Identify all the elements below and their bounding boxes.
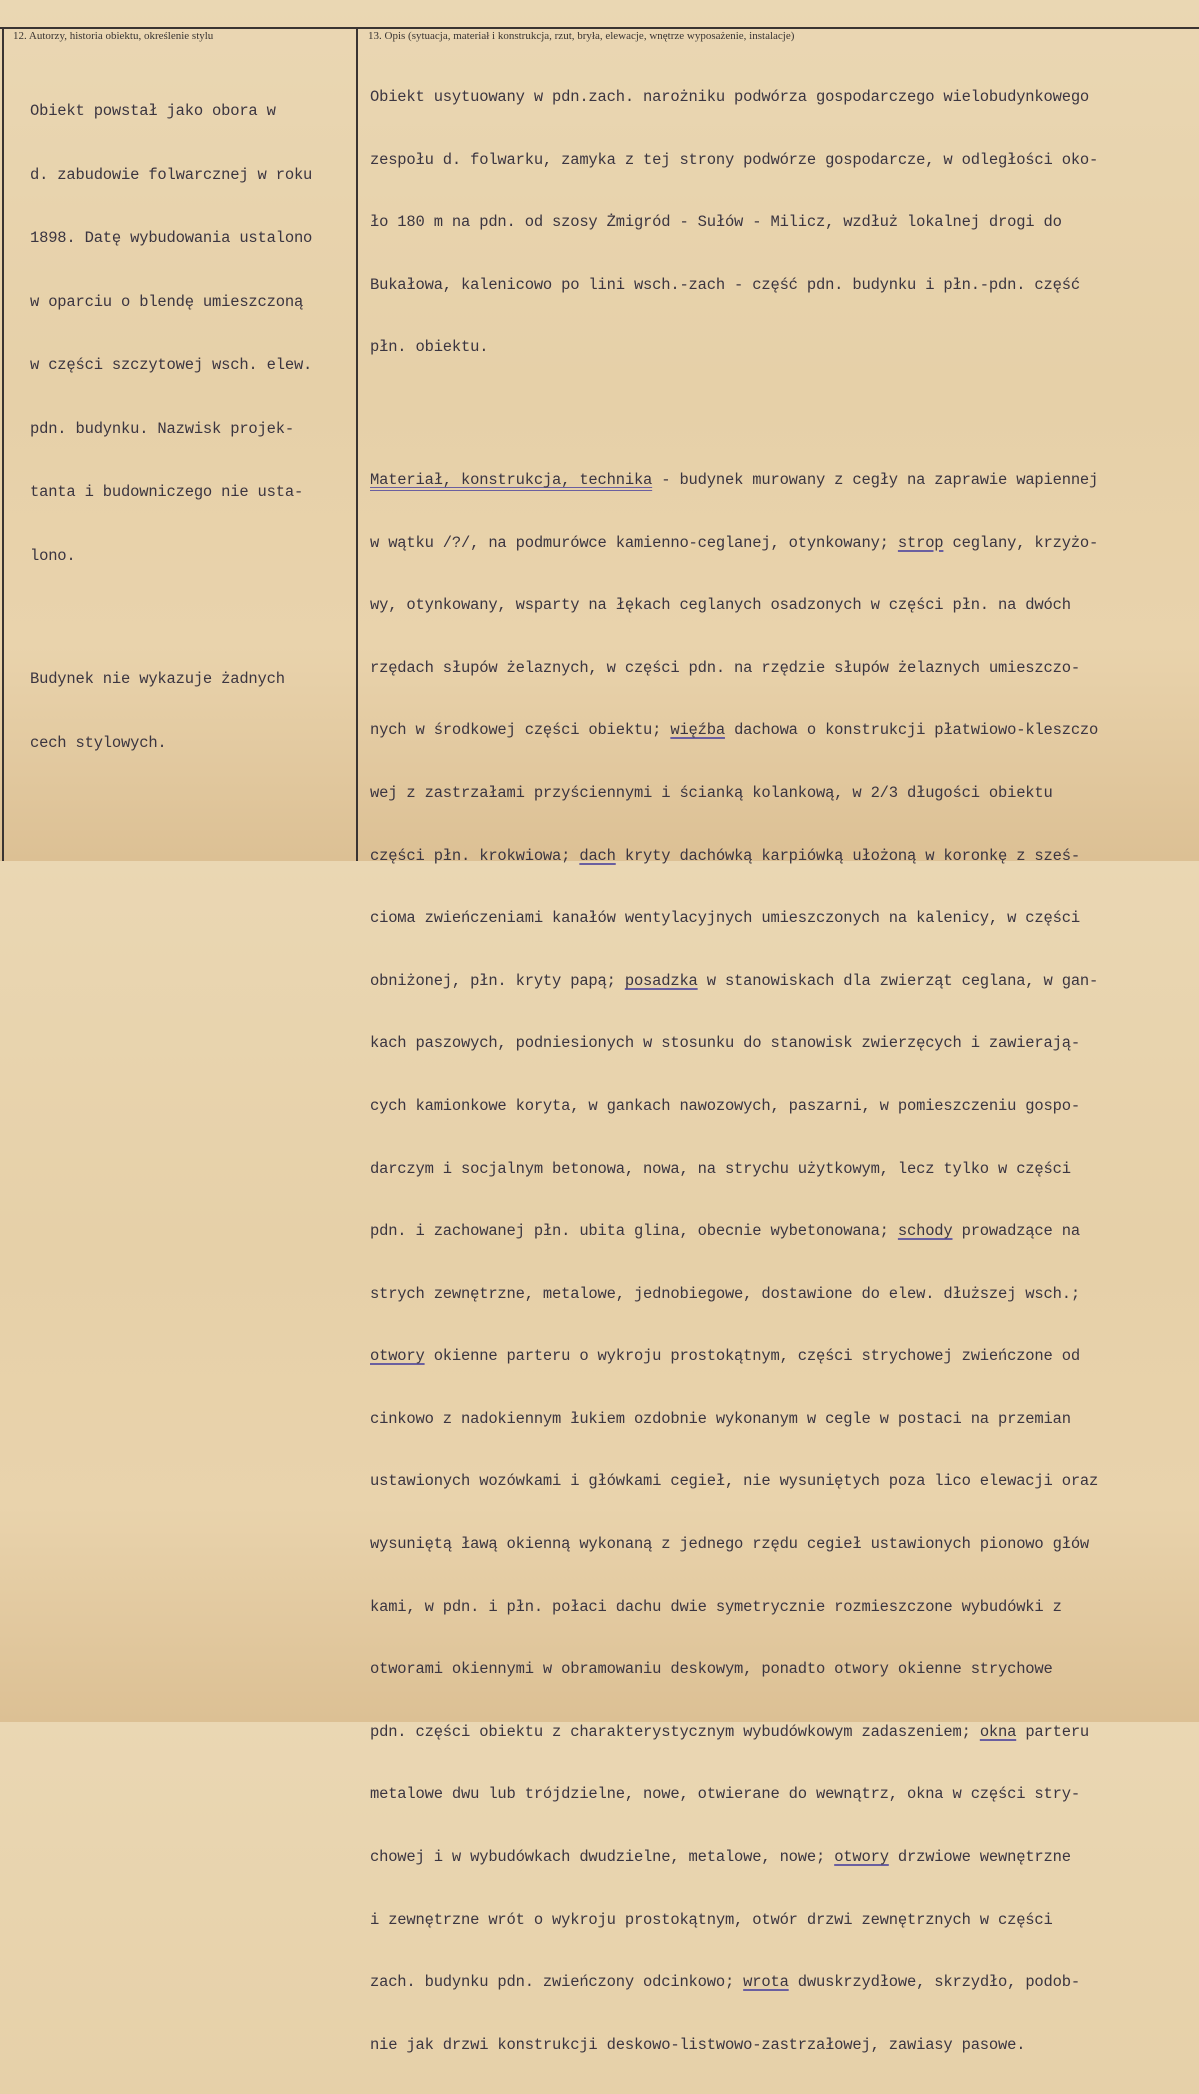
material-line: kami, w pdn. i płn. połaci dachu dwie symetrycznie rozmieszczone wybudówki z [370, 1597, 1062, 1616]
style-line: Budynek nie wykazuje żadnych [30, 670, 285, 688]
material-line: kach paszowych, podniesionych w stosunku do stanowisk zwierzęcych i zawierają- [370, 1034, 1080, 1053]
material-line: nie jak drzwi konstrukcji deskowo-listwowo-zastrzałowej, zawiasy pasowe. [370, 2035, 1026, 2054]
section-13-header: 13. Opis (sytuacja, materiał i konstrukcja, rzut, bryła, elewacje, wnętrze wyposażenie, instalacje) [368, 30, 795, 42]
history-line: 1898. Datę wybudowania ustalono [30, 229, 313, 247]
text-run: części płn. krokwiowa; [370, 846, 580, 865]
situation-line: Bukałowa, kalenicowo po lini wsch.-zach - część pdn. budynku i płn.-pdn. część [370, 275, 1080, 294]
keyword-wrota: wrota [743, 1973, 789, 1992]
history-line: Obiekt powstał jako obora w [30, 102, 276, 120]
description-text [370, 48, 1196, 2094]
paragraph-gap [30, 606, 312, 630]
material-heading: Materiał, konstrukcja, technika [370, 470, 653, 489]
history-line: w części szczytowej wsch. elew. [30, 356, 313, 374]
text-run: dachowa o konstrukcji płatwiowo-kleszczo [724, 721, 1099, 740]
material-line: darczym i socjalnym betonowa, nowa, na strychu użytkowym, lecz tylko w części [370, 1159, 1071, 1178]
text-run: drzwiowe wewnętrzne [888, 1848, 1071, 1867]
material-line: wy, otynkowany, wsparty na łękach ceglanych osadzonych w części płn. na dwóch [370, 596, 1071, 615]
text-run: w wątku /?/, na podmurówce kamienno-ceglanej, otynkowany; [370, 533, 898, 552]
material-line [370, 1719, 1196, 1746]
text-run: nych w środkowej części obiektu; [370, 721, 671, 740]
material-line: wej z zastrzałami przyściennymi i ścianką kolankową, w 2/3 długości obiektu [370, 783, 1053, 802]
text-run: zach. budynku pdn. zwieńczony odcinkowo; [370, 1973, 744, 1992]
situation-line: płn. obiektu. [370, 338, 489, 357]
material-line: cych kamionkowe koryta, w gankach nawozowych, paszarni, w pomieszczeniu gospo- [370, 1096, 1080, 1115]
material-line: strych zewnętrzne, metalowe, jednobiegowe, dostawione do elew. dłuższej wsch.; [370, 1284, 1080, 1303]
history-text [30, 62, 312, 793]
keyword-strop: strop [897, 533, 944, 552]
material-line: ciома zwieńczeniami kanałów wentylacyjnych umieszczonych na kalenicy, w części [370, 909, 1080, 928]
history-line: w oparciu o blendę umieszczoną [30, 292, 304, 311]
keyword-otwory-drzwiowe: otwory [834, 1848, 889, 1867]
frame-left-line [2, 27, 4, 861]
keyword-okna: okna [979, 1722, 1017, 1741]
situation-line: zespołu d. folwarku, zamyka z tej strony podwórze gospodarcze, w odległości oko- [370, 150, 1099, 169]
material-line [370, 1218, 1196, 1245]
paragraph-gap [370, 397, 1196, 413]
text-run: parteru [1016, 1722, 1090, 1741]
text-run: - budynek murowany z cegły na zaprawie wapiennej [652, 470, 1099, 489]
material-line [370, 1343, 1196, 1370]
material-line [370, 467, 1196, 494]
text-run: chowej i w wybudówkach dwudzielne, metalowe, nowe; [370, 1848, 835, 1867]
material-line [370, 843, 1196, 870]
situation-line: ło 180 m na pdn. od szosy Żmigród - Sułów - Milicz, wzdłuż lokalnej drogi do [370, 213, 1062, 232]
text-run: pdn. części obiektu z charakterystycznym wybudówkowym zadaszeniem; [370, 1722, 980, 1741]
text-run: prowadzące na [952, 1222, 1080, 1241]
style-line: cech stylowych. [30, 733, 167, 752]
section-12-header: 12. Autorzy, historia obiektu, określenie stylu [13, 30, 214, 42]
keyword-schody: schody [897, 1222, 953, 1241]
material-line: i zewnętrzne wrót o wykroju prostokątnym, otwór drzwi zewnętrznych w części [370, 1910, 1053, 1929]
keyword-dach: dach [579, 846, 616, 865]
keyword-posadzka: posadzka [624, 971, 698, 990]
keyword-otwory: otwory [370, 1347, 425, 1366]
text-run: pdn. i zachowanej płn. ubita glina, obecnie wybetonowana; [370, 1222, 898, 1241]
history-line: lono. [30, 546, 76, 565]
history-line: pdn. budynku. Nazwisk projek- [30, 419, 294, 438]
material-line: metalowe dwu lub trójdzielne, nowe, otwierane do wewnątrz, okna w części stry- [370, 1785, 1080, 1804]
text-run: obniżonej, płn. kryty papą; [370, 971, 625, 990]
column-divider [356, 27, 358, 861]
frame-top-line [0, 27, 1199, 29]
text-run: okienne parteru o wykroju prostokątnym, części strychowej zwieńczone od [424, 1347, 1080, 1366]
text-run: w stanowiskach dla zwierząt ceglana, w gan- [697, 971, 1099, 990]
material-line: cinkowo z nadokiennym łukiem ozdobnie wykonanym w cegle w postaci na przemian [370, 1409, 1071, 1428]
situation-line: Obiekt usytuowany w pdn.zach. narożniku podwórza gospodarczego wielobudynkowego [370, 88, 1090, 106]
material-line: wysuniętą ławą okienną wykonaną z jednego rzędu cegieł ustawionych pionowo głów [370, 1535, 1090, 1554]
history-line: d. zabudowie folwarcznej w roku [30, 165, 313, 184]
material-line: ustawionych wozówkami i główkami cegieł, nie wysuniętych poza lico elewacji oraz [370, 1472, 1099, 1491]
text-run: ceglany, krzyżo- [943, 533, 1099, 552]
material-line [370, 717, 1196, 744]
material-line [370, 1969, 1196, 1996]
material-line: rzędach słupów żelaznych, w części pdn. na rzędzie słupów żelaznych umieszczo- [370, 658, 1080, 677]
text-run: kryty dachówką karpiówką ułożoną w koronkę z sześ- [615, 846, 1080, 865]
history-line: tanta i budowniczego nie usta- [30, 483, 304, 501]
text-run: dwuskrzydłowe, skrzydło, podob- [788, 1973, 1080, 1992]
material-line [370, 968, 1196, 995]
material-line [370, 1844, 1196, 1871]
material-line: otworami okiennymi w obramowaniu deskowym, ponadto otwory okienne strychowe [370, 1660, 1053, 1679]
keyword-wiezba: więźba [670, 721, 725, 740]
material-line [370, 530, 1196, 557]
